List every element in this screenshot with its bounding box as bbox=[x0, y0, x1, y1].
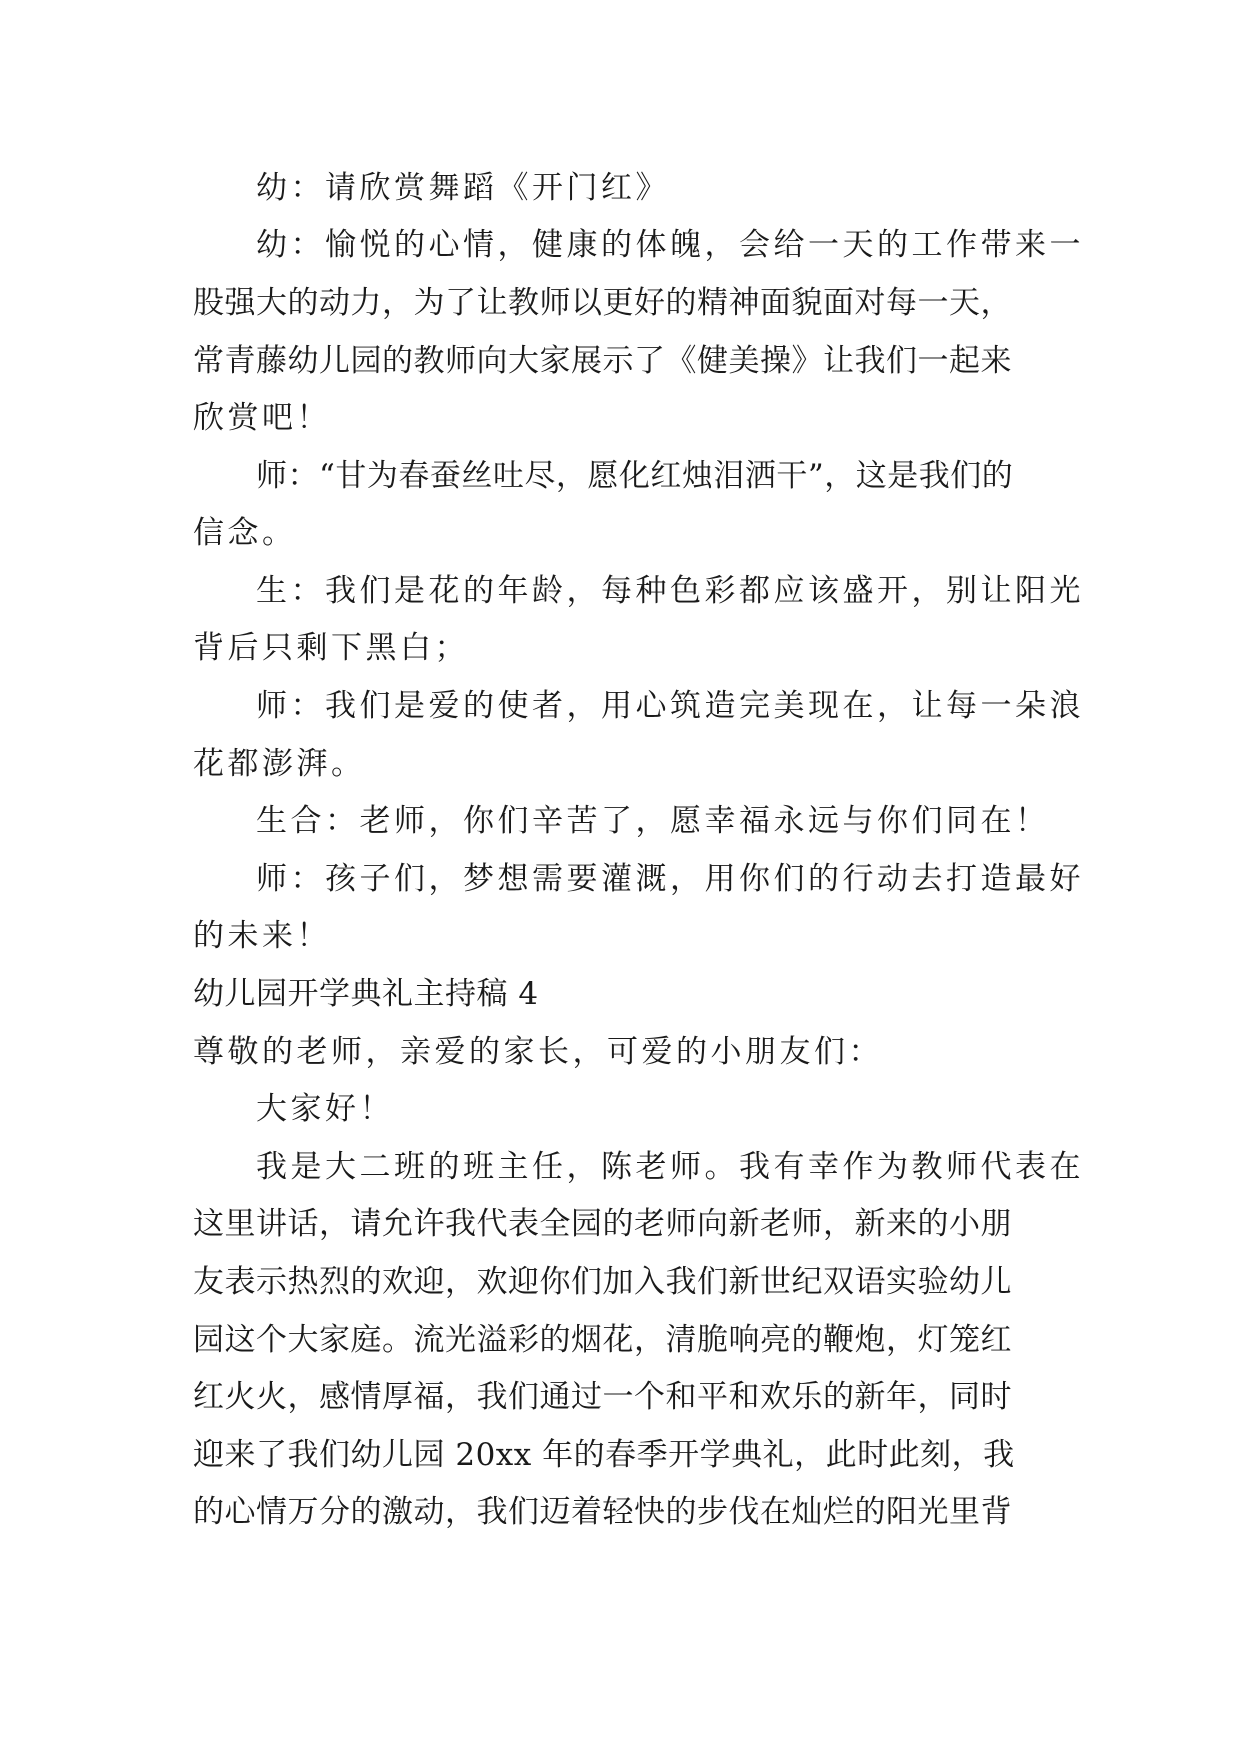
text-line: 这里讲话，请允许我代表全园的老师向新老师，新来的小朋 bbox=[193, 1206, 1012, 1242]
text-line: 友表示热烈的欢迎，欢迎你们加入我们新世纪双语实验幼儿 bbox=[193, 1264, 1012, 1300]
text-line: 我是大二班的班主任，陈老师。我有幸作为教师代表在 bbox=[256, 1149, 1084, 1185]
text-line: 常青藤幼儿园的教师向大家展示了《健美操》让我们一起来 bbox=[193, 343, 1012, 379]
text-line: 生合：老师，你们辛苦了，愿幸福永远与你们同在！ bbox=[256, 803, 1050, 839]
text-line: 信念。 bbox=[193, 515, 297, 551]
text-line: 的心情万分的激动，我们迈着轻快的步伐在灿烂的阳光里背 bbox=[193, 1494, 1012, 1530]
text-line: 师：孩子们，梦想需要灌溉，用你们的行动去打造最好 bbox=[256, 861, 1084, 897]
section-heading: 幼儿园开学典礼主持稿 4 bbox=[193, 976, 539, 1012]
text-line: 幼：请欣赏舞蹈《开门红》 bbox=[256, 170, 670, 206]
text-line: 生：我们是花的年龄，每种色彩都应该盛开，别让阳光 bbox=[256, 573, 1084, 609]
text-line: 股强大的动力，为了让教师以更好的精神面貌面对每一天， bbox=[193, 285, 1012, 321]
text-line: 迎来了我们幼儿园 20xx 年的春季开学典礼，此时此刻，我 bbox=[193, 1437, 1015, 1473]
text-line: 欣赏吧！ bbox=[193, 400, 331, 436]
text-line: 背后只剩下黑白； bbox=[193, 630, 469, 666]
text-line: 幼：愉悦的心情，健康的体魄，会给一天的工作带来一 bbox=[256, 227, 1084, 263]
text-line: 红火火，感情厚福，我们通过一个和平和欢乐的新年，同时 bbox=[193, 1379, 1012, 1415]
text-line: 园这个大家庭。流光溢彩的烟花，清脆响亮的鞭炮，灯笼红 bbox=[193, 1322, 1012, 1358]
text-line: 师：我们是爱的使者，用心筑造完美现在，让每一朵浪 bbox=[256, 688, 1084, 724]
text-line: 花都澎湃。 bbox=[193, 746, 366, 782]
text-line: 的未来！ bbox=[193, 918, 331, 954]
text-line: 师：“甘为春蚕丝吐尽，愿化红烛泪洒干”，这是我们的 bbox=[256, 458, 1014, 494]
greeting: 大家好！ bbox=[256, 1091, 394, 1127]
salutation: 尊敬的老师，亲爱的家长，可爱的小朋友们： bbox=[193, 1034, 883, 1070]
